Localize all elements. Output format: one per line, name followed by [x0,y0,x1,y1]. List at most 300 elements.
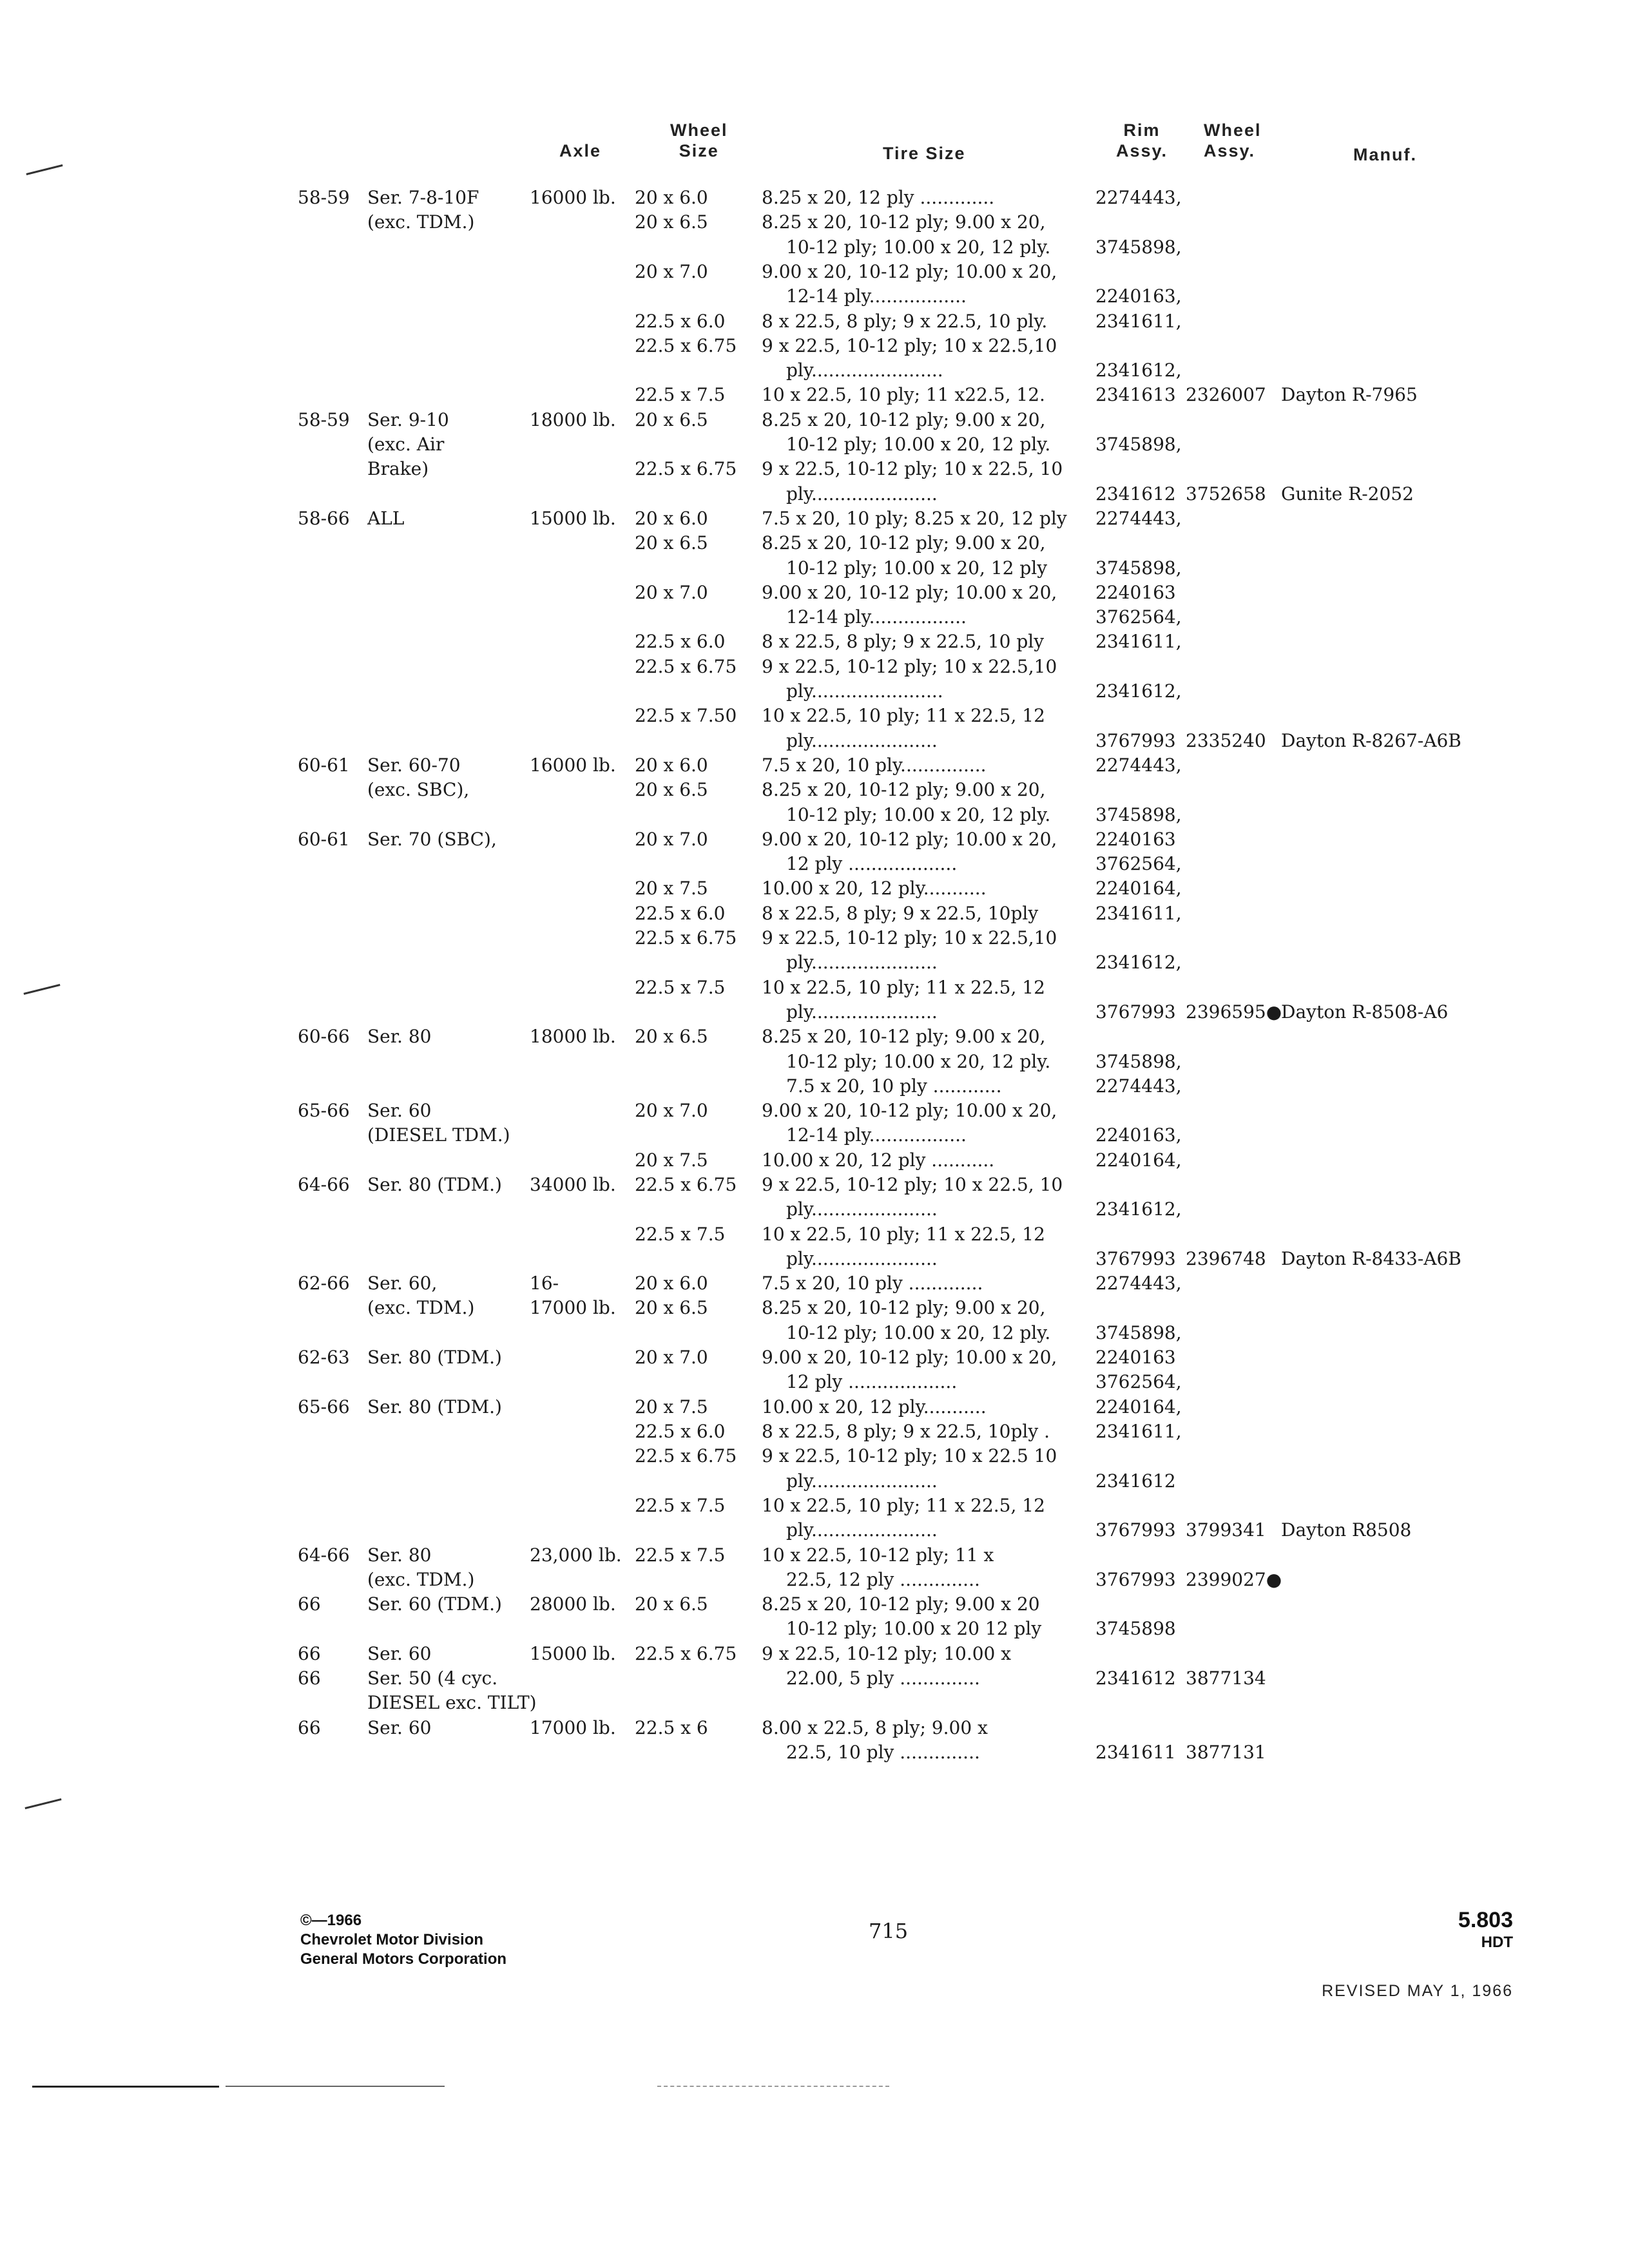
row-series: Ser. 7-8-10F [367,187,479,208]
row-wheel-size: 20 x 6.5 [635,532,708,553]
table-row [0,1592,1629,1617]
row-tire-size: 8 x 22.5, 8 ply; 9 x 22.5, 10 ply [762,631,1045,652]
row-rim-assy: 2341612, [1095,1198,1182,1220]
row-series: Ser. 60, [367,1273,438,1294]
table-row [0,1271,1629,1296]
row-tire-size: 10-12 ply; 10.00 x 20 12 ply [786,1618,1042,1639]
row-axle: 17000 lb. [530,1297,616,1318]
row-series: Ser. 80 (TDM.) [367,1174,502,1195]
row-tire-size: 8.25 x 20, 10-12 ply; 9.00 x 20 [762,1593,1040,1615]
row-year: 58-66 [298,508,350,529]
table-row [0,1642,1629,1666]
header-tire-size-label: Tire Size [883,144,966,163]
table-row [0,1740,1629,1765]
row-series: (exc. TDM.) [367,211,475,233]
row-rim-assy: 2341611, [1095,311,1182,332]
row-wheel-size: 20 x 7.5 [635,1396,708,1418]
row-series: Ser. 60 [367,1717,432,1738]
row-manufacturer: Dayton R-8433-A6B [1281,1248,1461,1269]
table-row [0,975,1629,1000]
page-number: 715 [869,1919,909,1943]
row-series: (exc. SBC), [367,779,470,800]
row-tire-size: 22.00, 5 ply .............. [786,1667,980,1689]
header-manuf-label: Manuf. [1353,145,1417,164]
row-rim-assy: 2240163 [1095,1347,1176,1368]
row-tire-size: 10.00 x 20, 12 ply ........... [762,1149,995,1171]
table-row [0,852,1629,876]
row-tire-size: ply...................... [786,1001,938,1023]
row-tire-size: ply...................... [786,730,938,751]
row-series: (exc. Air [367,434,445,455]
row-wheel-assy: 2399027● [1186,1569,1282,1590]
row-wheel-size: 20 x 7.0 [635,1100,708,1121]
table-row [0,655,1629,679]
row-tire-size: ply...................... [786,1519,938,1541]
row-series: DIESEL exc. TILT) [367,1692,537,1713]
row-wheel-size: 20 x 7.5 [635,1149,708,1171]
row-tire-size: ply...................... [786,483,938,505]
row-wheel-size: 20 x 6.0 [635,1273,708,1294]
table-row [0,358,1629,383]
table-row [0,581,1629,605]
row-rim-assy: 2240163, [1095,285,1182,307]
table-row [0,950,1629,975]
table-row [0,1099,1629,1123]
table-row [0,629,1629,654]
row-tire-size: 8.25 x 20, 10-12 ply; 9.00 x 20, [762,1297,1046,1318]
row-rim-assy: 3745898, [1095,1322,1182,1343]
row-wheel-size: 22.5 x 6.75 [635,1174,737,1195]
row-tire-size: 10 x 22.5, 10 ply; 11 x 22.5, 12 [762,705,1045,726]
table-row [0,556,1629,581]
margin-mark [26,164,63,175]
row-axle: 34000 lb. [530,1174,616,1195]
row-year: 60-66 [298,1026,350,1047]
header-rim-assy [1116,120,1168,161]
row-wheel-assy: 3799341 [1186,1519,1266,1541]
row-rim-assy: 3745898, [1095,434,1182,455]
row-wheel-assy: 2326007 [1186,384,1266,405]
row-wheel-size: 22.5 x 6.75 [635,1445,737,1466]
copyright-line: Chevrolet Motor Division [300,1931,484,1948]
row-wheel-size: 22.5 x 7.5 [635,1544,726,1566]
row-tire-size: 8 x 22.5, 8 ply; 9 x 22.5, 10ply [762,903,1039,924]
row-year: 65-66 [298,1100,350,1121]
row-tire-size: 9.00 x 20, 10-12 ply; 10.00 x 20, [762,261,1057,282]
row-rim-assy: 2341611, [1095,1421,1182,1442]
row-year: 65-66 [298,1396,350,1418]
row-wheel-size: 20 x 6.5 [635,211,708,233]
row-tire-size: 10.00 x 20, 12 ply........... [762,1396,987,1418]
row-year: 58-59 [298,187,350,208]
row-tire-size: 8.25 x 20, 10-12 ply; 9.00 x 20, [762,409,1046,430]
row-year: 62-66 [298,1273,350,1294]
row-series: Brake) [367,458,429,479]
table-row [0,1518,1629,1542]
table-row [0,729,1629,753]
row-tire-size: 9 x 22.5, 10-12 ply; 10 x 22.5, 10 [762,1174,1063,1195]
row-rim-assy: 2341612 [1095,1667,1176,1689]
table-row [0,1173,1629,1197]
table-row [0,803,1629,827]
row-axle: 15000 lb. [530,1643,616,1664]
table-row [0,506,1629,531]
table-row [0,1691,1629,1715]
row-wheel-size: 20 x 6.5 [635,1297,708,1318]
table-row [0,186,1629,210]
row-tire-size: 7.5 x 20, 10 ply; 8.25 x 20, 12 ply [762,508,1067,529]
row-manufacturer: Dayton R8508 [1281,1519,1412,1541]
row-tire-size: 8 x 22.5, 8 ply; 9 x 22.5, 10 ply. [762,311,1048,332]
table-row [0,1296,1629,1320]
row-series: (exc. TDM.) [367,1569,475,1590]
row-wheel-assy: 3752658 [1186,483,1266,505]
row-wheel-size: 20 x 7.0 [635,582,708,603]
row-axle: 17000 lb. [530,1717,616,1738]
table-row [0,482,1629,506]
row-rim-assy: 3767993 [1095,1519,1176,1541]
row-series: Ser. 80 [367,1544,432,1566]
row-year: 64-66 [298,1174,350,1195]
row-wheel-size: 20 x 7.0 [635,1347,708,1368]
row-manufacturer: Dayton R-8267-A6B [1281,730,1461,751]
row-series: Ser. 60 [367,1643,432,1664]
divider [32,2086,219,2088]
row-wheel-size: 22.5 x 6.75 [635,1643,737,1664]
table-row [0,1321,1629,1345]
row-wheel-assy: 2396748 [1186,1248,1266,1269]
row-year: 66 [298,1717,321,1738]
header-axle [559,140,601,161]
table-row [0,1395,1629,1419]
row-wheel-size: 22.5 x 7.5 [635,1495,726,1516]
row-tire-size: 7.5 x 20, 10 ply ............. [762,1273,983,1294]
row-rim-assy: 2240164, [1095,878,1182,899]
row-wheel-assy: 2396595● [1186,1001,1282,1023]
row-wheel-size: 22.5 x 6.75 [635,458,737,479]
row-rim-assy: 3767993 [1095,730,1176,751]
row-wheel-size: 22.5 x 6.75 [635,656,737,677]
row-wheel-size: 20 x 6.5 [635,409,708,430]
row-rim-assy: 2240163, [1095,1124,1182,1146]
row-rim-assy: 2240164, [1095,1396,1182,1418]
row-tire-size: 9 x 22.5, 10-12 ply; 10 x 22.5, 10 [762,458,1063,479]
row-wheel-size: 20 x 6.0 [635,508,708,529]
row-tire-size: 12-14 ply................. [786,285,967,307]
row-year: 58-59 [298,409,350,430]
row-tire-size: 10-12 ply; 10.00 x 20, 12 ply. [786,1322,1051,1343]
header-manuf [1353,144,1417,165]
row-rim-assy: 3767993 [1095,1001,1176,1023]
table-row [0,1148,1629,1173]
header-wheel-assy-line1: Wheel [1204,120,1262,140]
table-row [0,1074,1629,1099]
row-tire-size: 8.25 x 20, 10-12 ply; 9.00 x 20, [762,1026,1046,1047]
row-wheel-size: 22.5 x 6.75 [635,927,737,948]
row-rim-assy: 2240163 [1095,829,1176,850]
table-row [0,753,1629,778]
table-row [0,1617,1629,1641]
row-series: Ser. 60 [367,1100,432,1121]
row-axle: 16000 lb. [530,187,616,208]
table-row [0,1419,1629,1444]
row-rim-assy: 3745898, [1095,557,1182,579]
row-rim-assy: 2274443, [1095,1273,1182,1294]
row-wheel-size: 22.5 x 6.0 [635,1421,726,1442]
row-wheel-assy: 2335240 [1186,730,1266,751]
row-rim-assy: 2341611, [1095,631,1182,652]
row-wheel-size: 22.5 x 6.75 [635,335,737,356]
row-rim-assy: 2274443, [1095,508,1182,529]
row-series: Ser. 70 (SBC), [367,829,497,850]
header-rim-assy-line1: Rim [1123,120,1161,140]
row-rim-assy: 2341612, [1095,680,1182,702]
table-row [0,778,1629,802]
row-tire-size: 10-12 ply; 10.00 x 20, 12 ply [786,557,1048,579]
table-row [0,1469,1629,1494]
row-wheel-size: 20 x 6.5 [635,779,708,800]
table-row [0,876,1629,901]
row-tire-size: 9.00 x 20, 10-12 ply; 10.00 x 20, [762,829,1057,850]
row-axle: 16000 lb. [530,754,616,776]
row-axle: 18000 lb. [530,409,616,430]
row-wheel-size: 20 x 6.5 [635,1026,708,1047]
row-rim-assy: 3767993 [1095,1248,1176,1269]
row-rim-assy: 2341611 [1095,1742,1176,1763]
row-wheel-size: 22.5 x 7.50 [635,705,737,726]
row-wheel-size: 20 x 7.0 [635,829,708,850]
row-tire-size: 10 x 22.5, 10 ply; 11 x 22.5, 12 [762,1495,1045,1516]
copyright-line: ©—1966 [300,1912,362,1929]
row-tire-size: 22.5, 12 ply .............. [786,1569,980,1590]
table-row [0,827,1629,852]
copyright-line: General Motors Corporation [300,1950,507,1968]
section-block [1458,1907,1513,1952]
row-series: Ser. 50 (4 cyc. [367,1667,498,1689]
row-tire-size: 9 x 22.5, 10-12 ply; 10 x 22.5 10 [762,1445,1057,1466]
row-tire-size: 10 x 22.5, 10 ply; 11 x22.5, 12. [762,384,1045,405]
table-row [0,309,1629,334]
row-rim-assy: 2341612, [1095,952,1182,973]
row-tire-size: 9.00 x 20, 10-12 ply; 10.00 x 20, [762,582,1057,603]
table-row [0,210,1629,235]
header-axle-label: Axle [559,141,602,160]
divider [657,2086,889,2087]
row-wheel-size: 22.5 x 7.5 [635,977,726,998]
row-tire-size: 10 x 22.5, 10 ply; 11 x 22.5, 12 [762,977,1045,998]
table-row [0,1197,1629,1222]
table-row [0,457,1629,481]
row-tire-size: 8 x 22.5, 8 ply; 9 x 22.5, 10ply . [762,1421,1050,1442]
section-code: HDT [1481,1934,1513,1951]
row-wheel-size: 22.5 x 7.5 [635,384,726,405]
row-wheel-size: 20 x 6.0 [635,187,708,208]
table-row [0,383,1629,407]
row-year: 62-63 [298,1347,350,1368]
row-rim-assy: 3762564, [1095,606,1182,628]
row-wheel-assy: 3877134 [1186,1667,1266,1689]
table-row [0,284,1629,309]
row-series: ALL [367,508,405,529]
copyright-block [300,1911,506,1969]
row-tire-size: 9 x 22.5, 10-12 ply; 10 x 22.5,10 [762,927,1057,948]
row-rim-assy: 3745898 [1095,1618,1176,1639]
table-row [0,1370,1629,1394]
revised-date: REVISED MAY 1, 1966 [1322,1982,1513,2000]
table-row [0,1247,1629,1271]
row-rim-assy: 3745898, [1095,236,1182,258]
row-tire-size: 8.00 x 22.5, 8 ply; 9.00 x [762,1717,988,1738]
row-rim-assy: 2341612 [1095,1470,1176,1492]
row-tire-size: 9.00 x 20, 10-12 ply; 10.00 x 20, [762,1347,1057,1368]
row-series: Ser. 80 (TDM.) [367,1347,502,1368]
row-tire-size: 10-12 ply; 10.00 x 20, 12 ply. [786,1051,1051,1072]
row-tire-size: ply....................... [786,680,943,702]
row-series: Ser. 80 [367,1026,432,1047]
table-row [0,926,1629,950]
row-tire-size: 10 x 22.5, 10-12 ply; 11 x [762,1544,994,1566]
header-wheel-size-line1: Wheel [670,120,728,140]
row-wheel-assy: 3877131 [1186,1742,1266,1763]
row-rim-assy: 2341612 [1095,483,1176,505]
header-wheel-assy [1204,120,1262,161]
row-rim-assy: 2240163 [1095,582,1176,603]
row-series: (DIESEL TDM.) [367,1124,510,1146]
table-row [0,1000,1629,1024]
table-row [0,1050,1629,1074]
row-tire-size: 8.25 x 20, 10-12 ply; 9.00 x 20, [762,779,1046,800]
row-year: 60-61 [298,754,350,776]
table-row [0,235,1629,260]
row-series: Ser. 60-70 [367,754,461,776]
margin-mark [24,1798,61,1809]
row-year: 64-66 [298,1544,350,1566]
row-tire-size: ply...................... [786,1470,938,1492]
row-wheel-size: 20 x 7.0 [635,261,708,282]
row-tire-size: 10 x 22.5, 10 ply; 11 x 22.5, 12 [762,1224,1045,1245]
table-row [0,432,1629,457]
table-row [0,1666,1629,1691]
header-rim-assy-line2: Assy. [1116,141,1168,160]
row-rim-assy: 2274443, [1095,1075,1182,1097]
table-row [0,1716,1629,1740]
row-axle: 28000 lb. [530,1593,616,1615]
row-rim-assy: 3745898, [1095,804,1182,825]
row-tire-size: 7.5 x 20, 10 ply............... [762,754,987,776]
row-axle: 18000 lb. [530,1026,616,1047]
row-rim-assy: 3762564, [1095,1371,1182,1392]
table-row [0,1494,1629,1518]
row-rim-assy: 2341613 [1095,384,1176,405]
row-year: 60-61 [298,829,350,850]
row-tire-size: 8.25 x 20, 10-12 ply; 9.00 x 20, [762,211,1046,233]
row-series: Ser. 60 (TDM.) [367,1593,502,1615]
row-tire-size: 12 ply ................... [786,853,958,874]
row-tire-size: 10-12 ply; 10.00 x 20, 12 ply. [786,434,1051,455]
table-row [0,704,1629,728]
table-row [0,408,1629,432]
table-row [0,1568,1629,1592]
row-tire-size: 9 x 22.5, 10-12 ply; 10 x 22.5,10 [762,335,1057,356]
row-tire-size: ply...................... [786,1198,938,1220]
row-year: 66 [298,1667,321,1689]
row-wheel-size: 22.5 x 6.0 [635,903,726,924]
row-year: 66 [298,1593,321,1615]
table-row [0,334,1629,358]
row-tire-size: ply...................... [786,1248,938,1269]
row-rim-assy: 3767993 [1095,1569,1176,1590]
section-number: 5.803 [1458,1908,1513,1932]
table-row [0,531,1629,555]
row-rim-assy: 2341611, [1095,903,1182,924]
row-rim-assy: 3762564, [1095,853,1182,874]
row-tire-size: 10.00 x 20, 12 ply........... [762,878,987,899]
table-row [0,679,1629,704]
row-tire-size: 22.5, 10 ply .............. [786,1742,980,1763]
row-axle: 16- [530,1273,559,1294]
table-row [0,1222,1629,1247]
row-tire-size: 9 x 22.5, 10-12 ply; 10 x 22.5,10 [762,656,1057,677]
row-axle: 23,000 lb. [530,1544,622,1566]
row-tire-size: 7.5 x 20, 10 ply ............ [786,1075,1002,1097]
row-wheel-size: 20 x 6.0 [635,754,708,776]
row-tire-size: 10-12 ply; 10.00 x 20, 12 ply. [786,236,1051,258]
row-tire-size: 10-12 ply; 10.00 x 20, 12 ply. [786,804,1051,825]
row-year: 66 [298,1643,321,1664]
table-row [0,1345,1629,1370]
row-manufacturer: Dayton R-8508-A6 [1281,1001,1449,1023]
row-series: Ser. 9-10 [367,409,449,430]
row-tire-size: 12-14 ply................. [786,606,967,628]
row-tire-size: 12 ply ................... [786,1371,958,1392]
row-axle: 15000 lb. [530,508,616,529]
table-row [0,901,1629,926]
row-wheel-size: 20 x 6.5 [635,1593,708,1615]
row-wheel-size: 22.5 x 6.0 [635,311,726,332]
header-wheel-size [670,120,728,161]
header-wheel-size-line2: Size [679,141,719,160]
row-tire-size: 12-14 ply................. [786,1124,967,1146]
row-rim-assy: 2274443, [1095,187,1182,208]
table-row [0,260,1629,284]
row-tire-size: 8.25 x 20, 10-12 ply; 9.00 x 20, [762,532,1046,553]
row-rim-assy: 3745898, [1095,1051,1182,1072]
row-rim-assy: 2240164, [1095,1149,1182,1171]
row-manufacturer: Dayton R-7965 [1281,384,1418,405]
table-row [0,1024,1629,1049]
table-row [0,1444,1629,1468]
divider [226,2086,445,2087]
row-tire-size: ply...................... [786,952,938,973]
row-wheel-size: 22.5 x 6.0 [635,631,726,652]
row-tire-size: 9 x 22.5, 10-12 ply; 10.00 x [762,1643,1012,1664]
row-series: Ser. 80 (TDM.) [367,1396,502,1418]
row-wheel-size: 22.5 x 6 [635,1717,708,1738]
header-wheel-assy-line2: Assy. [1204,141,1256,160]
table-row [0,605,1629,629]
row-tire-size: 9.00 x 20, 10-12 ply; 10.00 x 20, [762,1100,1057,1121]
row-wheel-size: 22.5 x 7.5 [635,1224,726,1245]
row-tire-size: ply....................... [786,360,943,381]
table-row [0,1543,1629,1568]
row-rim-assy: 2341612, [1095,360,1182,381]
row-tire-size: 8.25 x 20, 12 ply ............. [762,187,995,208]
row-series: (exc. TDM.) [367,1297,475,1318]
table-row [0,1123,1629,1148]
row-manufacturer: Gunite R-2052 [1281,483,1414,505]
row-wheel-size: 20 x 7.5 [635,878,708,899]
header-tire-size [883,143,966,164]
